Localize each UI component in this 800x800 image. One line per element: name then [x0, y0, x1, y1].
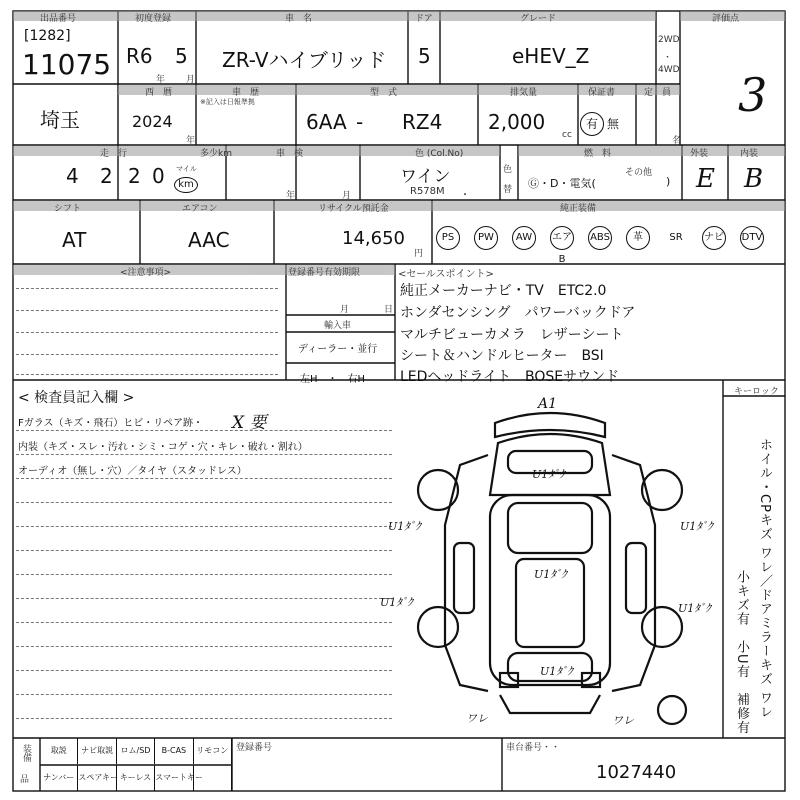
warranty-label: 保証書: [588, 88, 616, 98]
mileage-digit-4: 0: [152, 164, 165, 188]
accessory-cell-1-0: ナンバー: [40, 765, 78, 791]
score-label: 評価点: [712, 14, 740, 24]
cc-unit: cc: [562, 130, 572, 140]
mileage-digit-3: 2: [128, 164, 141, 188]
lot-bracket: [1282]: [24, 28, 71, 44]
fuel-options: Ⓖ・D・電気(: [528, 177, 596, 190]
mark-right-rear: U1ﾀﾞｸ: [678, 602, 711, 615]
mileage-mile: マイル: [176, 165, 197, 173]
remarks-line-1: ホイル・CPキズ ワレ／ドアミラーキズ ワレ: [757, 438, 772, 720]
mark-left-bumper: ワレ: [466, 712, 488, 725]
first-reg-month: 5: [175, 44, 188, 68]
equipment-item-4: ABS: [588, 226, 612, 250]
mark-rear: U1ﾀﾞｸ: [540, 665, 573, 678]
doors-value: 5: [418, 44, 431, 68]
capacity-label: 定 員: [644, 88, 672, 98]
sales-point-2: ホンダセンシング パワーバックドア: [400, 305, 636, 321]
model-label: 車 名: [285, 14, 313, 24]
mark-hood: U1ﾀﾞｸ: [532, 468, 565, 481]
accessory-cell-1-4: [194, 765, 232, 791]
glass-line: Fガラス（キズ・飛石）ヒビ・リペア跡・: [18, 418, 204, 429]
accessory-cell-0-2: ロム/SD: [117, 738, 155, 764]
accessory-cell-1-2: キーレス: [117, 765, 155, 791]
interior-grade: B: [744, 164, 764, 194]
history-label: 車 歴: [232, 88, 260, 98]
accessory-cell-0-3: B-CAS: [155, 738, 193, 764]
mileage-digit-1: 4: [66, 164, 79, 188]
drive-4wd: 4WD: [658, 65, 680, 75]
color-value: ワイン: [400, 167, 451, 187]
type-dash: -: [356, 110, 364, 134]
registration-month: 月: [340, 305, 350, 315]
mileage-unit-label: 多少km: [200, 149, 232, 159]
steering-side: 左H ・ 右H: [300, 374, 366, 385]
equipment-item-6: SR: [669, 232, 683, 243]
first-reg-era: R6: [126, 44, 153, 68]
displacement-value: 2,000: [488, 110, 546, 134]
audio-line: オーディオ（無し・穴）／タイヤ（スタッドレス）: [18, 466, 247, 477]
year-unit: 年: [156, 75, 166, 85]
recycle-label: リサイクル預託金: [318, 204, 389, 214]
lot-label: 出品番号: [40, 14, 77, 24]
accessory-cell-1-1: スペアキー: [78, 765, 116, 791]
score-value: 3: [738, 68, 768, 122]
import-dealer: ディーラー・並行: [298, 344, 378, 355]
color-change-bottom: 替: [503, 185, 513, 195]
sales-label: <セールスポイント>: [398, 269, 494, 280]
mark-left-rear: U1ﾀﾞｸ: [380, 596, 413, 609]
grade-label: グレード: [520, 14, 557, 24]
glass-mark: X 要: [232, 413, 267, 433]
registration-day: 日: [384, 305, 394, 315]
exterior-grade: E: [696, 164, 715, 194]
month-unit: 月: [186, 75, 196, 85]
inspection-month-unit: 月: [342, 191, 352, 201]
equipment-item-7: ナビ: [702, 226, 726, 250]
caution-label: <注意事項>: [120, 268, 172, 278]
mileage-digit-2: 2: [100, 164, 113, 188]
mileage-label: 走 行: [100, 149, 128, 159]
drive-2wd: 2WD: [658, 35, 680, 45]
accessory-cell-0-0: 取説: [40, 738, 78, 764]
recycle-value: 14,650: [342, 228, 405, 249]
sales-point-5: LEDヘッドライト BOSEサウンド: [400, 369, 620, 385]
model-year: 2024: [132, 112, 173, 131]
mark-right-bumper: ワレ: [612, 714, 634, 727]
region: 埼玉: [40, 108, 80, 132]
exterior-label: 外装: [690, 149, 709, 159]
type-label: 型 式: [370, 88, 398, 98]
footer-caption-bottom: 品: [20, 775, 30, 785]
capacity-unit: 名: [672, 136, 682, 146]
model-name: ZR-Vハイブリッド: [222, 48, 387, 72]
registration-number-label: 登録番号: [236, 743, 273, 753]
grade-value: eHEV_Z: [512, 44, 590, 68]
equipment-item-3: エアB: [550, 226, 574, 250]
color-code: R578M: [410, 186, 445, 197]
key-lock-label: キーロック: [734, 387, 779, 397]
shift-value: AT: [62, 228, 87, 252]
year-label: 西 暦: [145, 88, 173, 98]
warranty-no: 無: [607, 117, 620, 131]
fuel-label: 燃 料: [584, 149, 612, 159]
color-dot: ・: [460, 190, 470, 201]
equipment-label: 純正装備: [560, 204, 597, 214]
equipment-item-5: 革: [626, 226, 650, 250]
recycle-unit: 円: [414, 249, 424, 259]
type-code: RZ4: [402, 110, 443, 134]
equipment-item-2: AW: [512, 226, 536, 250]
ac-label: エアコン: [182, 204, 218, 214]
equipment-item-1: PW: [474, 226, 498, 250]
equipment-item-0: PS: [436, 226, 460, 250]
registration-expiry-label: 登録番号有効期限: [288, 268, 361, 278]
displacement-label: 排気量: [510, 88, 538, 98]
accessory-cell-0-1: ナビ取説: [78, 738, 116, 764]
color-change-top: 色: [503, 165, 513, 175]
model-year-unit: 年: [186, 136, 196, 146]
shift-label: シフト: [54, 204, 82, 214]
type-prefix: 6AA: [306, 110, 347, 134]
sales-point-3: マルチビューカメラ レザーシート: [400, 327, 624, 343]
lot-number: 11075: [22, 48, 112, 81]
mileage-km: km: [174, 177, 198, 193]
inspection-label: 車 検: [276, 149, 304, 159]
interior-label: 内装: [740, 149, 759, 159]
import-label: 輸入車: [324, 321, 352, 331]
first-reg-label: 初度登録: [135, 14, 172, 24]
chassis-number: 1027440: [596, 762, 677, 783]
footer-caption-top: 装備: [21, 744, 31, 762]
accessory-cell-1-3: スマートキー: [155, 765, 193, 791]
mark-right-front: U1ﾀﾞｸ: [680, 520, 713, 533]
ac-value: AAC: [188, 228, 230, 252]
interior-line: 内装（キズ・スレ・汚れ・シミ・コゲ・穴・キレ・破れ・割れ）: [18, 442, 308, 453]
inspection-title: < 検査員記入欄 >: [18, 390, 135, 406]
mark-a1: A1: [538, 396, 558, 412]
drive-sep: ・: [663, 53, 673, 63]
mark-left-front: U1ﾀﾞｸ: [388, 520, 421, 533]
history-note: ※記入は日報準拠: [200, 98, 255, 106]
accessory-cell-0-4: リモコン: [194, 738, 232, 764]
fuel-close: ): [666, 175, 671, 188]
warranty-yes: 有: [580, 112, 604, 136]
color-label: 色 (Col.No): [415, 149, 464, 159]
inspection-year-unit: 年: [286, 191, 296, 201]
sales-point-4: シート＆ハンドルヒーター BSI: [400, 348, 604, 364]
equipment-item-8: DTV: [740, 226, 764, 250]
mark-roof: U1ﾀﾞｸ: [534, 568, 567, 581]
chassis-label: 車台番号・・: [506, 743, 561, 753]
remarks-line-2: 小キズ有 小U有 補修有: [734, 570, 749, 735]
fuel-other: その他: [625, 168, 653, 178]
doors-label: ドア: [415, 14, 433, 24]
sales-point-1: 純正メーカーナビ・TV ETC2.0: [400, 283, 607, 299]
